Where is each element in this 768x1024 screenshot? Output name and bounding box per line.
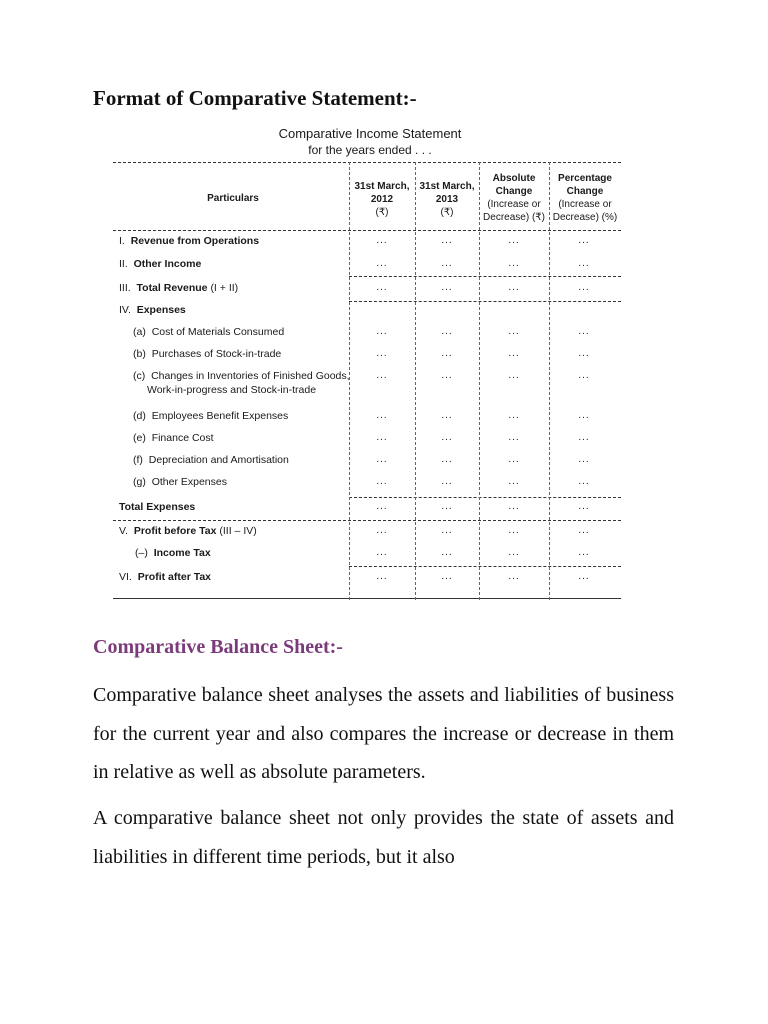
row-suffix: (III – IV)	[219, 525, 257, 537]
rule-before-total-expenses	[349, 497, 621, 498]
row-label	[119, 257, 201, 271]
cell-placeholder: ...	[578, 348, 590, 359]
cell-placeholder: ...	[376, 571, 388, 582]
cell-placeholder: ...	[376, 326, 388, 337]
cell-placeholder: ...	[578, 432, 590, 443]
cell-placeholder: ...	[508, 501, 520, 512]
row-number: (e)	[133, 432, 146, 444]
cell-placeholder: ...	[376, 282, 388, 293]
row-text: Total Expenses	[119, 501, 196, 513]
col-divider-2	[415, 162, 416, 600]
table-title: Comparative Income Statement	[278, 126, 462, 141]
header-2012-label: 31st March, 2012	[354, 181, 410, 205]
header-particulars: Particulars	[207, 193, 259, 204]
row-number: (d)	[133, 410, 146, 422]
row-label	[133, 475, 227, 489]
header-2013	[416, 180, 478, 219]
cell-placeholder: ...	[508, 258, 520, 269]
cell-placeholder: ...	[578, 326, 590, 337]
section-heading: Comparative Balance Sheet:-	[93, 636, 343, 658]
cell-placeholder: ...	[376, 501, 388, 512]
cell-placeholder: ...	[441, 235, 453, 246]
rule-after-total-expenses	[113, 520, 621, 521]
cell-placeholder: ...	[578, 501, 590, 512]
row-text-line2: Work-in-progress and Stock-in-trade	[147, 384, 317, 396]
cell-placeholder: ...	[441, 370, 453, 381]
cell-placeholder: ...	[508, 370, 520, 381]
row-text: Employees Benefit Expenses	[151, 410, 289, 422]
cell-placeholder: ...	[376, 476, 388, 487]
row-text: Cost of Materials Consumed	[151, 326, 285, 338]
row-label	[119, 281, 238, 295]
header-absolute-sub: (Increase or Decrease) (₹)	[483, 199, 545, 223]
cell-placeholder: ...	[441, 348, 453, 359]
cell-placeholder: ...	[441, 501, 453, 512]
cell-placeholder: ...	[578, 571, 590, 582]
cell-placeholder: ...	[441, 571, 453, 582]
row-text: Changes in Inventories of Finished Goods,	[151, 370, 350, 382]
row-text: Expenses	[136, 304, 186, 316]
col-divider-3	[479, 162, 480, 600]
header-2013-unit: (₹)	[440, 207, 454, 218]
income-statement-table-image	[113, 122, 621, 604]
cell-placeholder: ...	[441, 476, 453, 487]
cell-placeholder: ...	[441, 282, 453, 293]
row-label	[133, 347, 281, 361]
row-text: Profit after Tax	[137, 571, 212, 583]
row-number: (–)	[135, 547, 148, 559]
row-label	[119, 524, 257, 538]
header-percentage-label: Percentage Change	[558, 173, 612, 197]
row-number: IV.	[119, 304, 131, 316]
cell-placeholder: ...	[578, 370, 590, 381]
cell-placeholder: ...	[578, 282, 590, 293]
page-heading: Format of Comparative Statement:-	[93, 86, 417, 110]
cell-placeholder: ...	[376, 525, 388, 536]
header-percentage-sub: (Increase or Decrease) (%)	[552, 199, 618, 223]
header-2012	[351, 180, 413, 219]
row-suffix: (I + II)	[210, 282, 239, 294]
row-text: Depreciation and Amortisation	[148, 454, 289, 466]
cell-placeholder: ...	[578, 235, 590, 246]
header-2013-label: 31st March, 2013	[419, 181, 475, 205]
row-number: (b)	[133, 348, 146, 360]
cell-placeholder: ...	[508, 282, 520, 293]
cell-placeholder: ...	[508, 454, 520, 465]
row-label	[133, 325, 284, 339]
header-absolute-change	[481, 172, 547, 224]
row-label	[133, 431, 214, 445]
row-text: Revenue from Operations	[130, 235, 260, 247]
cell-placeholder: ...	[578, 258, 590, 269]
header-percentage-change	[551, 172, 619, 224]
cell-placeholder: ...	[578, 454, 590, 465]
row-number: (c)	[133, 370, 146, 382]
cell-placeholder: ...	[376, 547, 388, 558]
cell-placeholder: ...	[376, 432, 388, 443]
row-text: Other Income	[133, 258, 202, 270]
row-number: III.	[119, 282, 131, 294]
cell-placeholder: ...	[578, 410, 590, 421]
cell-placeholder: ...	[441, 525, 453, 536]
cell-placeholder: ...	[441, 258, 453, 269]
row-number: (g)	[133, 476, 146, 488]
cell-placeholder: ...	[376, 235, 388, 246]
paragraph-1: Comparative balance sheet analyses the assets and liabilities of business for the current year and also compares the increase or decrease in them in relative as well as absolute parameters.	[93, 684, 674, 783]
row-label	[119, 234, 259, 248]
row-number: (a)	[133, 326, 146, 338]
row-text: Finance Cost	[151, 432, 214, 444]
row-number: V.	[119, 525, 128, 537]
header-absolute-label: Absolute Change	[492, 173, 536, 197]
cell-placeholder: ...	[578, 525, 590, 536]
row-number: I.	[119, 235, 125, 247]
cell-placeholder: ...	[376, 454, 388, 465]
row-number: II.	[119, 258, 128, 270]
header-2012-unit: (₹)	[375, 207, 389, 218]
cell-placeholder: ...	[508, 432, 520, 443]
row-text: Profit before Tax	[133, 525, 217, 537]
row-text: Purchases of Stock-in-trade	[151, 348, 282, 360]
table-subtitle: for the years ended . . .	[308, 143, 432, 157]
cell-placeholder: ...	[441, 547, 453, 558]
rule-after-other-income	[349, 276, 621, 277]
cell-placeholder: ...	[376, 258, 388, 269]
table-top-rule	[113, 162, 621, 163]
cell-placeholder: ...	[508, 476, 520, 487]
row-label	[133, 409, 288, 423]
cell-placeholder: ...	[508, 326, 520, 337]
row-label	[119, 500, 195, 514]
cell-placeholder: ...	[441, 410, 453, 421]
row-text: Other Expenses	[151, 476, 227, 488]
cell-placeholder: ...	[508, 547, 520, 558]
col-divider-4	[549, 162, 550, 600]
row-label	[133, 453, 289, 467]
cell-placeholder: ...	[441, 326, 453, 337]
cell-placeholder: ...	[376, 370, 388, 381]
cell-placeholder: ...	[508, 348, 520, 359]
paragraph-2: A comparative balance sheet not only provides the state of assets and liabilities in different time periods, but it also	[93, 807, 674, 868]
cell-placeholder: ...	[508, 235, 520, 246]
cell-placeholder: ...	[376, 410, 388, 421]
table-bottom-rule	[113, 598, 621, 599]
row-text: Income Tax	[153, 547, 211, 559]
row-label	[119, 570, 211, 584]
rule-before-pat	[349, 566, 621, 567]
row-label	[119, 303, 186, 317]
rule-after-total-revenue	[349, 301, 621, 302]
cell-placeholder: ...	[376, 348, 388, 359]
row-label	[135, 546, 211, 560]
cell-placeholder: ...	[508, 410, 520, 421]
cell-placeholder: ...	[578, 547, 590, 558]
cell-placeholder: ...	[508, 525, 520, 536]
cell-placeholder: ...	[578, 476, 590, 487]
row-text: Total Revenue	[136, 282, 208, 294]
cell-placeholder: ...	[508, 571, 520, 582]
header-bottom-rule	[113, 230, 621, 231]
cell-placeholder: ...	[441, 432, 453, 443]
row-number: (f)	[133, 454, 143, 466]
row-number: VI.	[119, 571, 132, 583]
cell-placeholder: ...	[441, 454, 453, 465]
row-label	[133, 369, 350, 397]
